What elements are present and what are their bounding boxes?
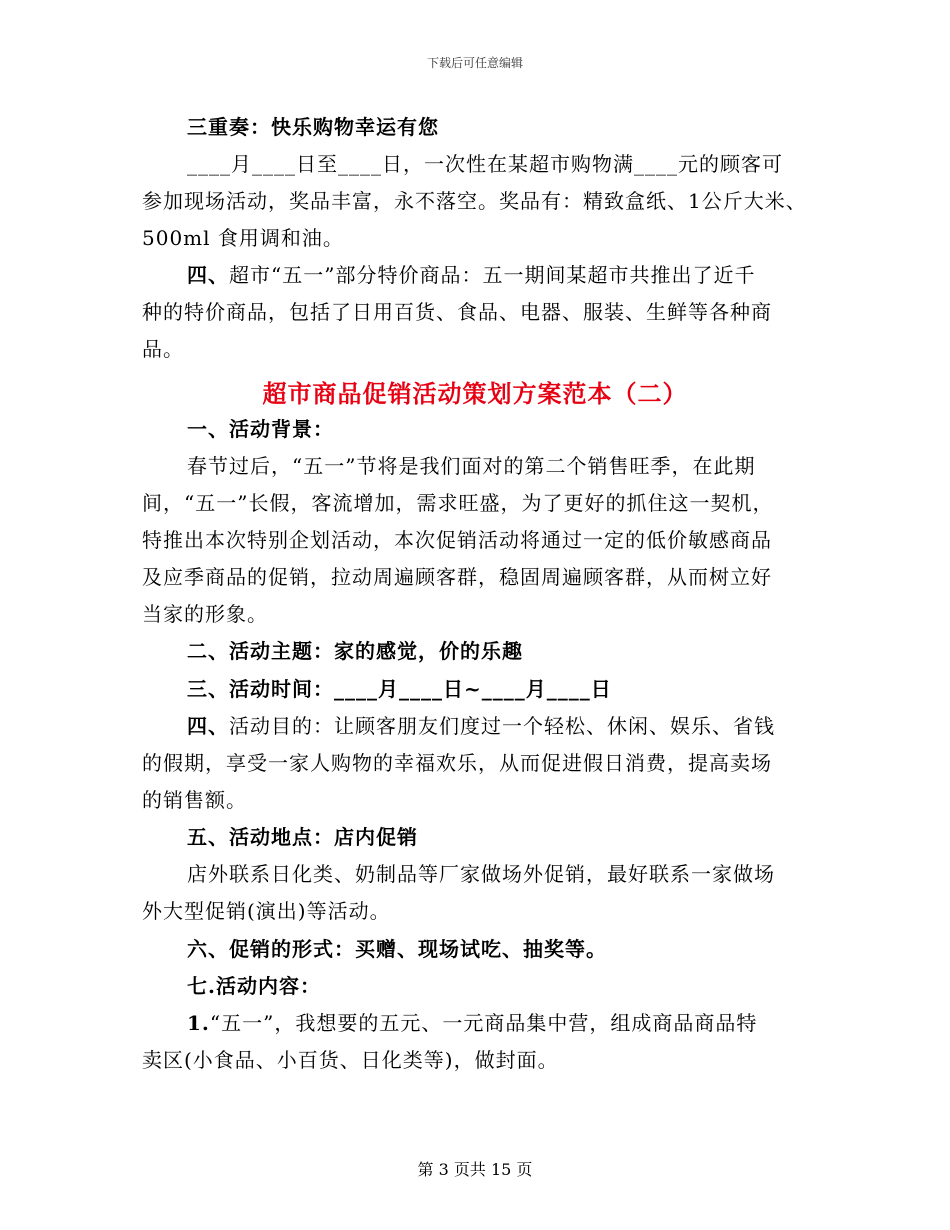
paragraph-line (187, 1010, 757, 1036)
section-heading: 七.活动内容： (187, 974, 321, 998)
paragraph-text: 超市“五一”部分特价商品：五一期间某超市共推出了近千 (229, 263, 756, 287)
section-heading: 一、活动背景： (187, 417, 334, 441)
paragraph-line: 种的特价商品，包括了日用百货、食品、电器、服装、生鲜等各种商 (142, 300, 772, 324)
paragraph-line: ____月____日至____日，一次性在某超市购物满____元的顾客可 (187, 152, 783, 176)
section-heading: 六、促销的形式：买赠、现场试吃、抽奖等。 (187, 937, 607, 961)
paragraph-text: “五一”，我想要的五元、一元商品集中营，组成商品商品特 (209, 1011, 758, 1035)
paragraph-line: 特推出本次特别企划活动，本次促销活动将通过一定的低价敏感商品 (142, 528, 772, 552)
section-heading: 二、活动主题：家的感觉，价的乐趣 (187, 639, 523, 663)
paragraph-line: 店外联系日化类、奶制品等厂家做场外促销，最好联系一家做场 (187, 862, 775, 886)
section-heading: 五、活动地点：店内促销 (187, 825, 418, 849)
page-number: 第 3 页共 15 页 (417, 1160, 533, 1179)
paragraph-line: 卖区(小食品、小百货、日化类等)，做封面。 (142, 1048, 559, 1072)
paragraph-line: 500ml 食用调和油。 (142, 226, 344, 250)
paragraph-line (187, 262, 755, 288)
section-heading: 三、活动时间：____月____日~____月____日 (187, 677, 612, 701)
list-marker: 四、 (187, 263, 229, 287)
paragraph-line: 品。 (142, 337, 184, 361)
paragraph-line: 间，“五一”长假，客流增加，需求旺盛，为了更好的抓住这一契机， (142, 491, 774, 515)
paragraph-line: 的销售额。 (142, 788, 247, 812)
header-note: 下载后可任意编辑 (426, 56, 523, 70)
paragraph-line: 外大型促销(演出)等活动。 (142, 899, 391, 923)
paragraph-line: 的假期，享受一家人购物的幸福欢乐，从而促进假日消费，提高卖场 (142, 751, 772, 775)
section-title: 超市商品促销活动策划方案范本（二） (262, 379, 688, 408)
paragraph-line: 当家的形象。 (142, 602, 268, 626)
paragraph-line (187, 713, 775, 739)
paragraph-text: 活动目的：让顾客朋友们度过一个轻松、休闲、娱乐、省钱 (229, 714, 775, 738)
paragraph-line: 春节过后，“五一”节将是我们面对的第二个销售旺季，在此期 (187, 454, 756, 478)
list-marker: 1. (187, 1011, 210, 1035)
list-marker: 四、 (187, 714, 229, 738)
paragraph-line: 参加现场活动，奖品丰富，永不落空。奖品有：精致盒纸、1公斤大米、 (142, 189, 807, 213)
section-heading: 三重奏：快乐购物幸运有您 (187, 115, 439, 139)
paragraph-line: 及应季商品的促销，拉动周遍顾客群，稳固周遍顾客群，从而树立好 (142, 565, 772, 589)
